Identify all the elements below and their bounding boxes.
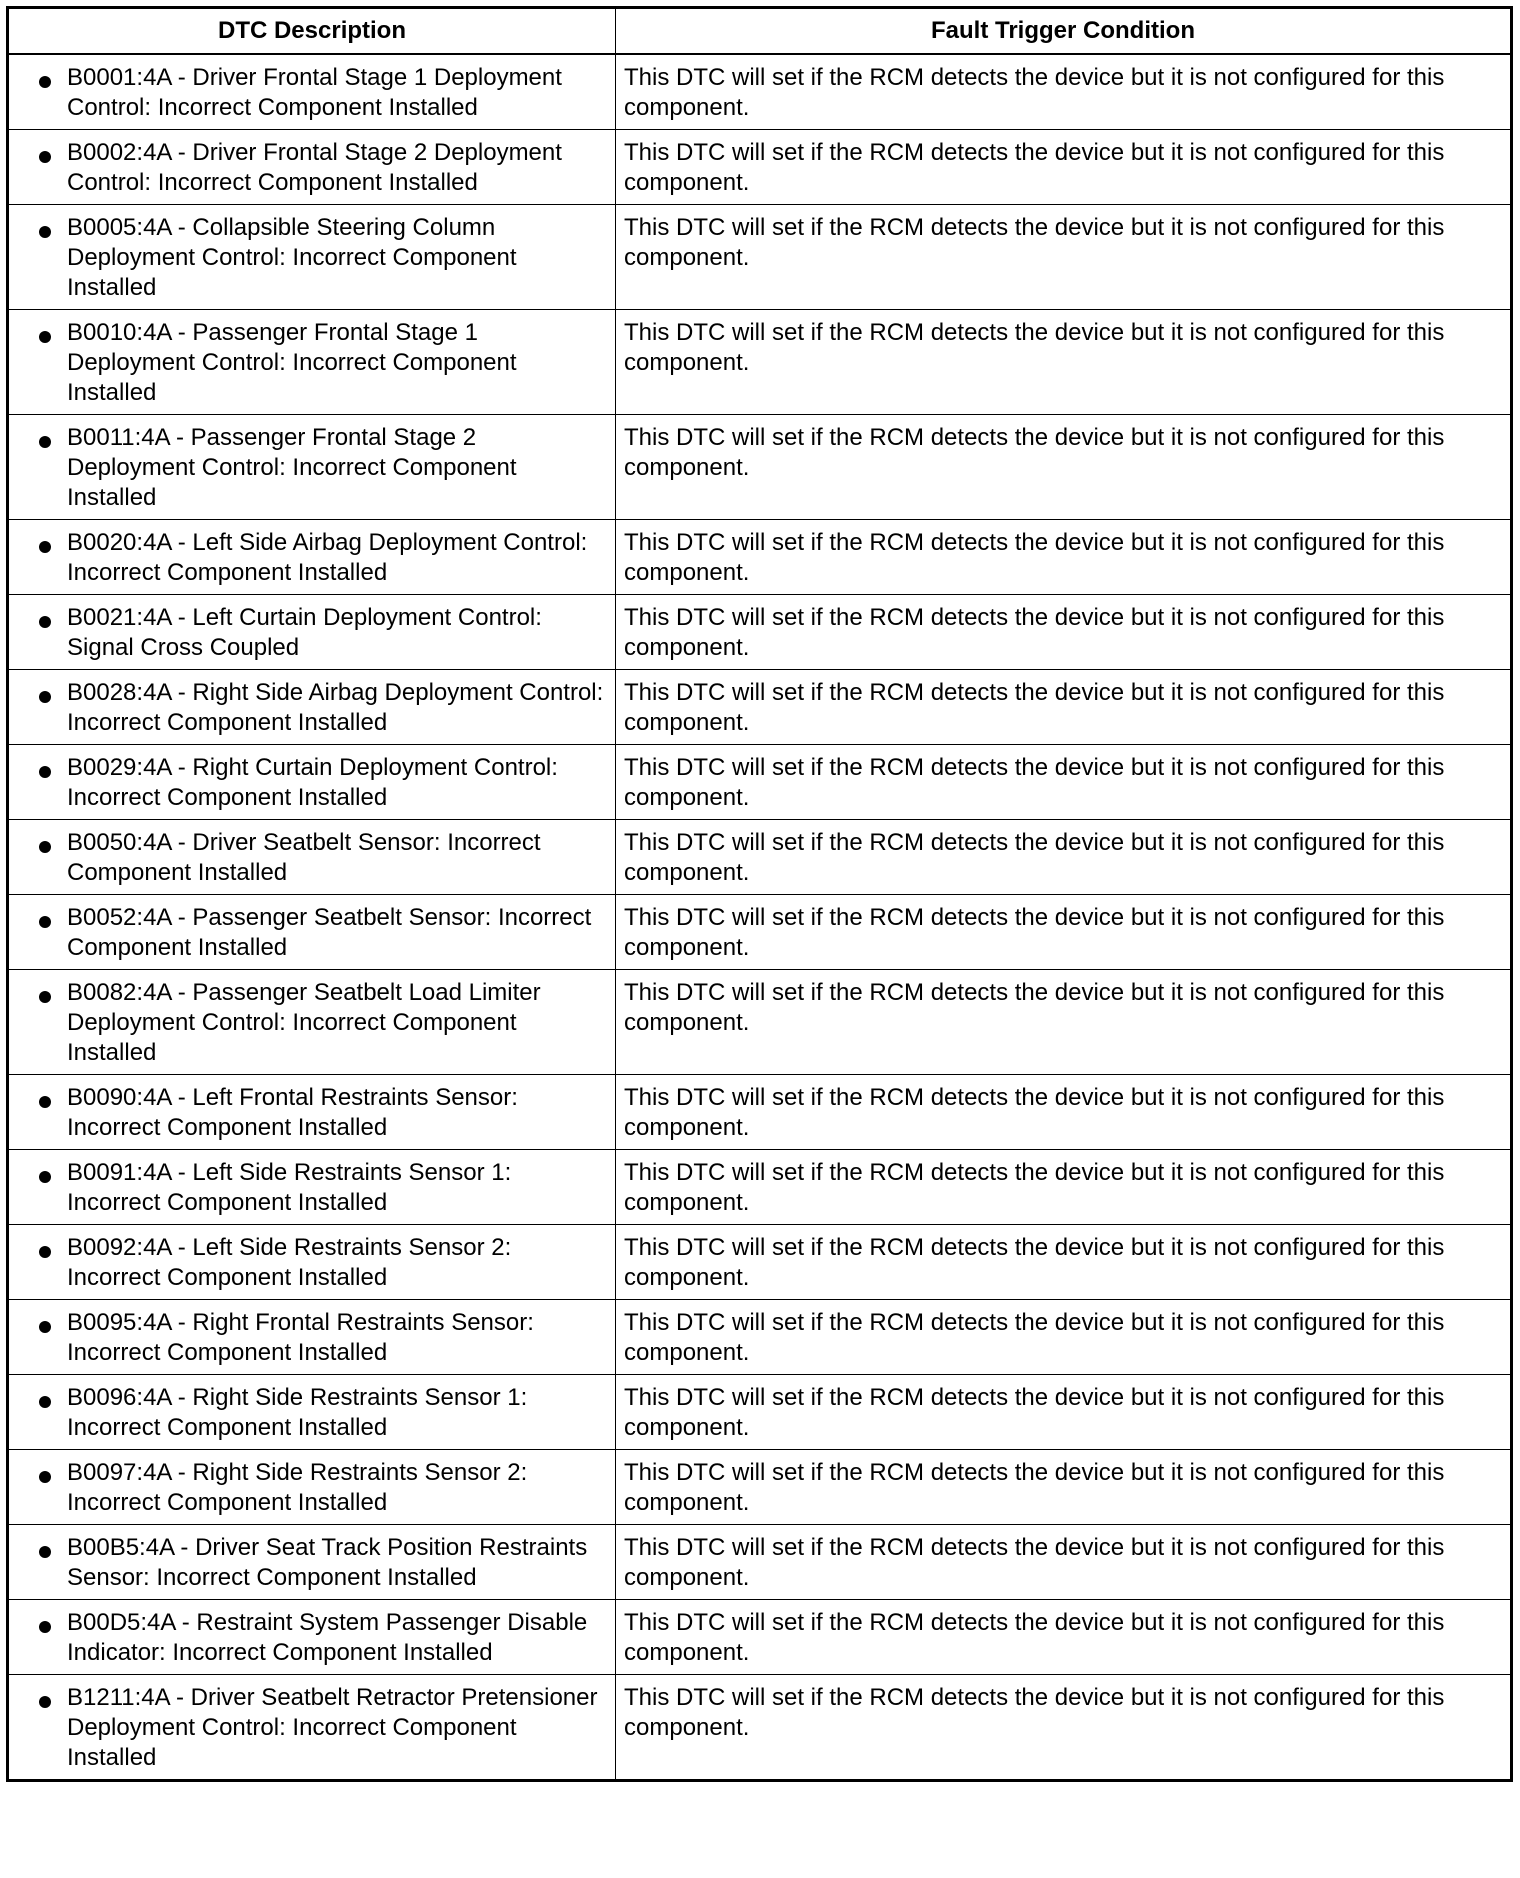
table-row <box>8 520 1512 595</box>
bullet-icon <box>39 1096 51 1108</box>
fault-condition: This DTC will set if the RCM detects the device but it is not configured for this component. <box>624 1309 1445 1366</box>
fault-condition: This DTC will set if the RCM detects the device but it is not configured for this component. <box>624 1534 1445 1591</box>
dtc-description-cell <box>8 54 616 130</box>
dtc-description-cell <box>8 1225 616 1300</box>
fault-condition-cell <box>616 1300 1512 1375</box>
table-row <box>8 1600 1512 1675</box>
table-row <box>8 205 1512 310</box>
fault-condition-cell <box>616 130 1512 205</box>
fault-condition: This DTC will set if the RCM detects the device but it is not configured for this component. <box>624 904 1445 961</box>
fault-condition: This DTC will set if the RCM detects the device but it is not configured for this component. <box>624 64 1445 121</box>
dtc-description-cell <box>8 1600 616 1675</box>
fault-condition-cell <box>616 745 1512 820</box>
bullet-icon <box>39 916 51 928</box>
bullet-icon <box>39 1621 51 1633</box>
table-row <box>8 1225 1512 1300</box>
dtc-description-cell <box>8 205 616 310</box>
bullet-icon <box>39 1396 51 1408</box>
dtc-description: B0020:4A - Left Side Airbag Deployment Control: Incorrect Component Installed <box>67 529 588 586</box>
dtc-description: B0001:4A - Driver Frontal Stage 1 Deployment Control: Incorrect Component Installed <box>67 64 562 121</box>
fault-condition-cell <box>616 970 1512 1075</box>
fault-condition: This DTC will set if the RCM detects the device but it is not configured for this component. <box>624 139 1445 196</box>
table-row <box>8 1075 1512 1150</box>
fault-condition: This DTC will set if the RCM detects the device but it is not configured for this component. <box>624 319 1445 376</box>
dtc-description: B0010:4A - Passenger Frontal Stage 1 Deployment Control: Incorrect Component Installed <box>67 319 517 406</box>
fault-condition-cell <box>616 415 1512 520</box>
dtc-description: B0096:4A - Right Side Restraints Sensor 1: Incorrect Component Installed <box>67 1384 528 1441</box>
dtc-description-cell <box>8 895 616 970</box>
dtc-description: B1211:4A - Driver Seatbelt Retractor Pretensioner Deployment Control: Incorrect Component Installed <box>67 1684 598 1771</box>
fault-condition: This DTC will set if the RCM detects the device but it is not configured for this component. <box>624 604 1445 661</box>
fault-condition-cell <box>616 820 1512 895</box>
table-row <box>8 670 1512 745</box>
fault-condition: This DTC will set if the RCM detects the device but it is not configured for this component. <box>624 679 1445 736</box>
dtc-description-cell <box>8 1375 616 1450</box>
dtc-description-cell <box>8 745 616 820</box>
fault-condition-cell <box>616 1450 1512 1525</box>
dtc-table <box>6 6 1513 1782</box>
fault-condition-cell <box>616 670 1512 745</box>
dtc-description-cell <box>8 520 616 595</box>
bullet-icon <box>39 151 51 163</box>
table-row <box>8 745 1512 820</box>
dtc-description: B0092:4A - Left Side Restraints Sensor 2: Incorrect Component Installed <box>67 1234 512 1291</box>
dtc-description-cell <box>8 1300 616 1375</box>
table-row <box>8 130 1512 205</box>
dtc-description-cell <box>8 130 616 205</box>
bullet-icon <box>39 436 51 448</box>
dtc-description-cell <box>8 1450 616 1525</box>
bullet-icon <box>39 1546 51 1558</box>
fault-condition-cell <box>616 1075 1512 1150</box>
bullet-icon <box>39 991 51 1003</box>
dtc-description: B0050:4A - Driver Seatbelt Sensor: Incorrect Component Installed <box>67 829 541 886</box>
fault-condition: This DTC will set if the RCM detects the device but it is not configured for this component. <box>624 214 1445 271</box>
dtc-description: B0011:4A - Passenger Frontal Stage 2 Deployment Control: Incorrect Component Installed <box>67 424 517 511</box>
dtc-description: B0052:4A - Passenger Seatbelt Sensor: Incorrect Component Installed <box>67 904 592 961</box>
bullet-icon <box>39 226 51 238</box>
header-dtc-description: DTC Description <box>8 8 616 55</box>
dtc-description: B0029:4A - Right Curtain Deployment Control: Incorrect Component Installed <box>67 754 558 811</box>
table-row <box>8 895 1512 970</box>
fault-condition-cell <box>616 1150 1512 1225</box>
bullet-icon <box>39 1471 51 1483</box>
header-fault-trigger-condition: Fault Trigger Condition <box>616 8 1512 55</box>
fault-condition: This DTC will set if the RCM detects the device but it is not configured for this component. <box>624 979 1445 1036</box>
table-row <box>8 820 1512 895</box>
table-row <box>8 1525 1512 1600</box>
bullet-icon <box>39 841 51 853</box>
dtc-description: B0082:4A - Passenger Seatbelt Load Limiter Deployment Control: Incorrect Component Installed <box>67 979 541 1066</box>
dtc-description-cell <box>8 415 616 520</box>
dtc-description: B0091:4A - Left Side Restraints Sensor 1: Incorrect Component Installed <box>67 1159 512 1216</box>
table-row <box>8 1675 1512 1781</box>
fault-condition-cell <box>616 310 1512 415</box>
bullet-icon <box>39 541 51 553</box>
fault-condition-cell <box>616 1225 1512 1300</box>
fault-condition-cell <box>616 1525 1512 1600</box>
fault-condition: This DTC will set if the RCM detects the device but it is not configured for this component. <box>624 754 1445 811</box>
dtc-description: B0028:4A - Right Side Airbag Deployment Control: Incorrect Component Installed <box>67 679 604 736</box>
bullet-icon <box>39 766 51 778</box>
fault-condition: This DTC will set if the RCM detects the device but it is not configured for this component. <box>624 1234 1445 1291</box>
dtc-description: B00B5:4A - Driver Seat Track Position Restraints Sensor: Incorrect Component Installed <box>67 1534 588 1591</box>
dtc-description: B0002:4A - Driver Frontal Stage 2 Deployment Control: Incorrect Component Installed <box>67 139 562 196</box>
table-row <box>8 310 1512 415</box>
bullet-icon <box>39 616 51 628</box>
dtc-description: B0021:4A - Left Curtain Deployment Control: Signal Cross Coupled <box>67 604 542 661</box>
table-header-row <box>8 8 1512 55</box>
fault-condition-cell <box>616 1675 1512 1781</box>
dtc-description-cell <box>8 1525 616 1600</box>
table-body <box>8 54 1512 1781</box>
fault-condition: This DTC will set if the RCM detects the device but it is not configured for this component. <box>624 1684 1445 1741</box>
bullet-icon <box>39 1171 51 1183</box>
dtc-description: B0090:4A - Left Frontal Restraints Sensor: Incorrect Component Installed <box>67 1084 518 1141</box>
bullet-icon <box>39 1246 51 1258</box>
dtc-table-container <box>6 6 1510 1782</box>
dtc-description: B0097:4A - Right Side Restraints Sensor 2: Incorrect Component Installed <box>67 1459 528 1516</box>
fault-condition-cell <box>616 520 1512 595</box>
fault-condition: This DTC will set if the RCM detects the device but it is not configured for this component. <box>624 1084 1445 1141</box>
fault-condition-cell <box>616 54 1512 130</box>
bullet-icon <box>39 76 51 88</box>
fault-condition-cell <box>616 595 1512 670</box>
table-row <box>8 1450 1512 1525</box>
dtc-description-cell <box>8 1150 616 1225</box>
fault-condition: This DTC will set if the RCM detects the device but it is not configured for this component. <box>624 529 1445 586</box>
dtc-description-cell <box>8 1675 616 1781</box>
fault-condition: This DTC will set if the RCM detects the device but it is not configured for this component. <box>624 1384 1445 1441</box>
table-row <box>8 1150 1512 1225</box>
table-row <box>8 1300 1512 1375</box>
table-row <box>8 54 1512 130</box>
table-row <box>8 415 1512 520</box>
fault-condition-cell <box>616 895 1512 970</box>
dtc-description: B0005:4A - Collapsible Steering Column Deployment Control: Incorrect Component Installed <box>67 214 517 301</box>
fault-condition-cell <box>616 205 1512 310</box>
dtc-description-cell <box>8 670 616 745</box>
dtc-description-cell <box>8 970 616 1075</box>
dtc-description-cell <box>8 1075 616 1150</box>
fault-condition: This DTC will set if the RCM detects the device but it is not configured for this component. <box>624 829 1445 886</box>
fault-condition: This DTC will set if the RCM detects the device but it is not configured for this component. <box>624 1459 1445 1516</box>
bullet-icon <box>39 691 51 703</box>
table-row <box>8 595 1512 670</box>
table-row <box>8 1375 1512 1450</box>
fault-condition: This DTC will set if the RCM detects the device but it is not configured for this component. <box>624 424 1445 481</box>
fault-condition: This DTC will set if the RCM detects the device but it is not configured for this component. <box>624 1609 1445 1666</box>
bullet-icon <box>39 1696 51 1708</box>
fault-condition-cell <box>616 1600 1512 1675</box>
fault-condition-cell <box>616 1375 1512 1450</box>
dtc-description-cell <box>8 310 616 415</box>
dtc-description: B0095:4A - Right Frontal Restraints Sensor: Incorrect Component Installed <box>67 1309 534 1366</box>
fault-condition: This DTC will set if the RCM detects the device but it is not configured for this component. <box>624 1159 1445 1216</box>
bullet-icon <box>39 1321 51 1333</box>
dtc-description-cell <box>8 820 616 895</box>
dtc-description-cell <box>8 595 616 670</box>
table-row <box>8 970 1512 1075</box>
bullet-icon <box>39 331 51 343</box>
dtc-description: B00D5:4A - Restraint System Passenger Disable Indicator: Incorrect Component Installed <box>67 1609 588 1666</box>
